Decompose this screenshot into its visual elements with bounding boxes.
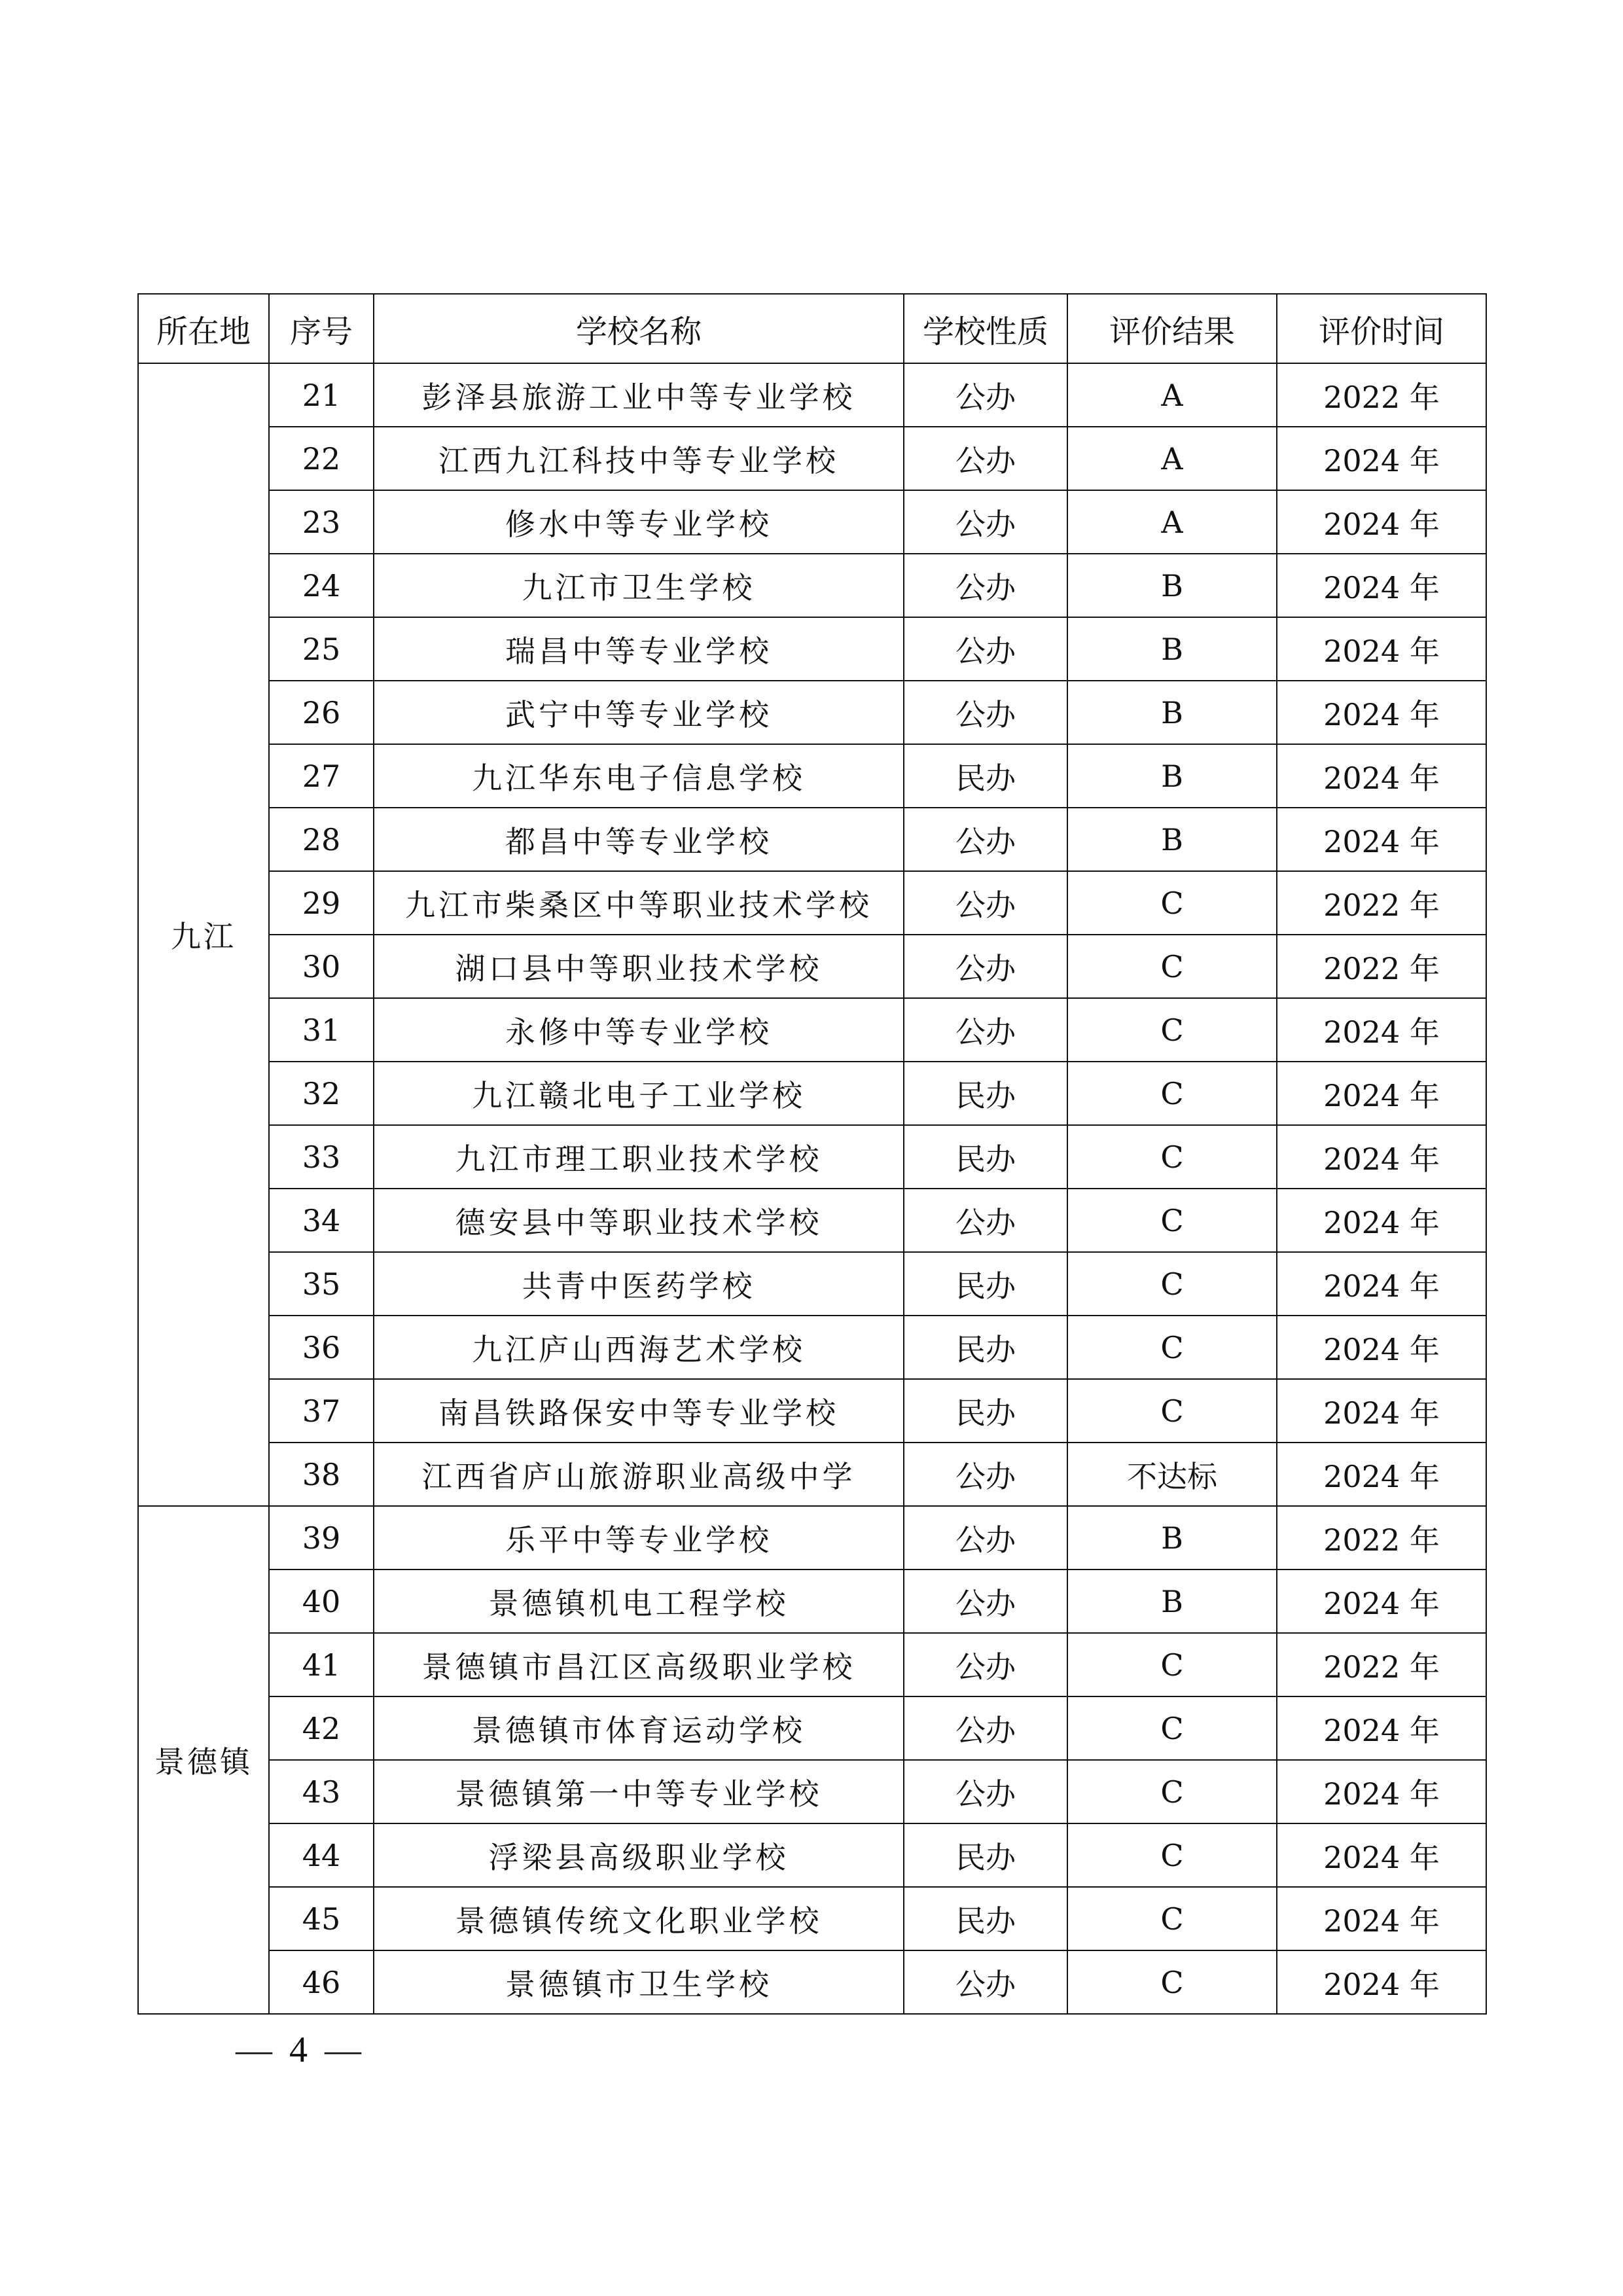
school-name-cell: 九江庐山西海艺术学校 <box>374 1316 904 1379</box>
school-type-cell: 民办 <box>904 1125 1067 1189</box>
index-cell: 32 <box>269 1062 374 1125</box>
school-name-cell: 武宁中等专业学校 <box>374 681 904 744</box>
school-type-cell: 公办 <box>904 1760 1067 1823</box>
evaluation-result-cell: B <box>1067 617 1277 681</box>
evaluation-result-cell: C <box>1067 1379 1277 1443</box>
school-name-cell: 乐平中等专业学校 <box>374 1506 904 1570</box>
evaluation-result-cell: B <box>1067 1506 1277 1570</box>
index-cell: 27 <box>269 744 374 808</box>
table-body <box>138 363 1486 2014</box>
index-cell: 39 <box>269 1506 374 1570</box>
evaluation-year-cell: 2024 年 <box>1277 1696 1486 1760</box>
school-type-cell: 民办 <box>904 1316 1067 1379</box>
school-type-cell: 民办 <box>904 1062 1067 1125</box>
school-name-cell: 景德镇机电工程学校 <box>374 1570 904 1633</box>
header-index: 序号 <box>269 294 374 363</box>
evaluation-year-cell: 2024 年 <box>1277 1189 1486 1252</box>
school-evaluation-table <box>137 293 1487 2015</box>
table-row <box>138 871 1486 935</box>
school-name-cell: 景德镇传统文化职业学校 <box>374 1887 904 1950</box>
school-type-cell: 公办 <box>904 1189 1067 1252</box>
school-name-cell: 南昌铁路保安中等专业学校 <box>374 1379 904 1443</box>
evaluation-year-cell: 2022 年 <box>1277 1633 1486 1696</box>
evaluation-result-cell: A <box>1067 363 1277 427</box>
index-cell: 35 <box>269 1252 374 1316</box>
school-name-cell: 共青中医药学校 <box>374 1252 904 1316</box>
table-row <box>138 1125 1486 1189</box>
school-type-cell: 公办 <box>904 871 1067 935</box>
index-cell: 41 <box>269 1633 374 1696</box>
school-type-cell: 民办 <box>904 744 1067 808</box>
evaluation-result-cell: C <box>1067 1696 1277 1760</box>
evaluation-result-cell: C <box>1067 1760 1277 1823</box>
school-name-cell: 瑞昌中等专业学校 <box>374 617 904 681</box>
evaluation-result-cell: B <box>1067 1570 1277 1633</box>
school-type-cell: 公办 <box>904 490 1067 554</box>
index-cell: 40 <box>269 1570 374 1633</box>
school-type-cell: 公办 <box>904 363 1067 427</box>
school-type-cell: 公办 <box>904 1633 1067 1696</box>
evaluation-year-cell: 2024 年 <box>1277 1887 1486 1950</box>
table-row <box>138 935 1486 998</box>
region-cell: 九江 <box>138 363 269 1506</box>
index-cell: 29 <box>269 871 374 935</box>
school-type-cell: 公办 <box>904 681 1067 744</box>
school-name-cell: 德安县中等职业技术学校 <box>374 1189 904 1252</box>
table-row <box>138 1316 1486 1379</box>
table-row <box>138 1950 1486 2014</box>
evaluation-year-cell: 2024 年 <box>1277 1760 1486 1823</box>
school-name-cell: 景德镇市体育运动学校 <box>374 1696 904 1760</box>
evaluation-year-cell: 2024 年 <box>1277 1379 1486 1443</box>
evaluation-result-cell: B <box>1067 744 1277 808</box>
school-type-cell: 公办 <box>904 935 1067 998</box>
page-number: — 4 — <box>236 2030 365 2070</box>
evaluation-result-cell: C <box>1067 1823 1277 1887</box>
evaluation-year-cell: 2024 年 <box>1277 1443 1486 1506</box>
evaluation-year-cell: 2022 年 <box>1277 935 1486 998</box>
school-name-cell: 景德镇第一中等专业学校 <box>374 1760 904 1823</box>
table-row <box>138 1252 1486 1316</box>
table-row <box>138 998 1486 1062</box>
school-type-cell: 民办 <box>904 1252 1067 1316</box>
table-row <box>138 1189 1486 1252</box>
evaluation-result-cell: A <box>1067 490 1277 554</box>
school-name-cell: 江西九江科技中等专业学校 <box>374 427 904 490</box>
school-name-cell: 九江华东电子信息学校 <box>374 744 904 808</box>
evaluation-result-cell: C <box>1067 1950 1277 2014</box>
table-row <box>138 744 1486 808</box>
evaluation-year-cell: 2024 年 <box>1277 808 1486 871</box>
evaluation-year-cell: 2024 年 <box>1277 1062 1486 1125</box>
school-type-cell: 民办 <box>904 1379 1067 1443</box>
evaluation-result-cell: B <box>1067 681 1277 744</box>
evaluation-result-cell: 不达标 <box>1067 1443 1277 1506</box>
evaluation-year-cell: 2024 年 <box>1277 1823 1486 1887</box>
table-row <box>138 363 1486 427</box>
index-cell: 43 <box>269 1760 374 1823</box>
table-row <box>138 1760 1486 1823</box>
evaluation-result-cell: B <box>1067 808 1277 871</box>
school-name-cell: 都昌中等专业学校 <box>374 808 904 871</box>
evaluation-year-cell: 2024 年 <box>1277 998 1486 1062</box>
index-cell: 36 <box>269 1316 374 1379</box>
school-name-cell: 景德镇市卫生学校 <box>374 1950 904 2014</box>
index-cell: 45 <box>269 1887 374 1950</box>
index-cell: 37 <box>269 1379 374 1443</box>
header-region: 所在地 <box>138 294 269 363</box>
evaluation-year-cell: 2024 年 <box>1277 1950 1486 2014</box>
index-cell: 31 <box>269 998 374 1062</box>
school-name-cell: 彭泽县旅游工业中等专业学校 <box>374 363 904 427</box>
table-row <box>138 1696 1486 1760</box>
header-evaluation-result: 评价结果 <box>1067 294 1277 363</box>
evaluation-year-cell: 2022 年 <box>1277 1506 1486 1570</box>
evaluation-result-cell: C <box>1067 1887 1277 1950</box>
evaluation-year-cell: 2024 年 <box>1277 1316 1486 1379</box>
index-cell: 42 <box>269 1696 374 1760</box>
school-name-cell: 浮梁县高级职业学校 <box>374 1823 904 1887</box>
evaluation-result-cell: C <box>1067 1252 1277 1316</box>
school-type-cell: 民办 <box>904 1823 1067 1887</box>
index-cell: 26 <box>269 681 374 744</box>
table-row <box>138 1379 1486 1443</box>
school-name-cell: 九江市理工职业技术学校 <box>374 1125 904 1189</box>
index-cell: 23 <box>269 490 374 554</box>
evaluation-result-cell: A <box>1067 427 1277 490</box>
school-name-cell: 永修中等专业学校 <box>374 998 904 1062</box>
school-type-cell: 公办 <box>904 808 1067 871</box>
evaluation-year-cell: 2024 年 <box>1277 554 1486 617</box>
index-cell: 30 <box>269 935 374 998</box>
header-school-type: 学校性质 <box>904 294 1067 363</box>
school-type-cell: 公办 <box>904 1443 1067 1506</box>
school-type-cell: 公办 <box>904 1506 1067 1570</box>
evaluation-result-cell: C <box>1067 1189 1277 1252</box>
evaluation-year-cell: 2024 年 <box>1277 681 1486 744</box>
table-row <box>138 1570 1486 1633</box>
school-type-cell: 公办 <box>904 998 1067 1062</box>
evaluation-result-cell: C <box>1067 935 1277 998</box>
school-type-cell: 公办 <box>904 427 1067 490</box>
school-type-cell: 公办 <box>904 617 1067 681</box>
table-row <box>138 490 1486 554</box>
index-cell: 38 <box>269 1443 374 1506</box>
evaluation-year-cell: 2022 年 <box>1277 871 1486 935</box>
school-type-cell: 公办 <box>904 1696 1067 1760</box>
table-row <box>138 681 1486 744</box>
table-row <box>138 1506 1486 1570</box>
school-name-cell: 景德镇市昌江区高级职业学校 <box>374 1633 904 1696</box>
evaluation-year-cell: 2024 年 <box>1277 1570 1486 1633</box>
table-row <box>138 427 1486 490</box>
evaluation-result-cell: C <box>1067 1633 1277 1696</box>
school-type-cell: 公办 <box>904 1950 1067 2014</box>
evaluation-result-cell: C <box>1067 1125 1277 1189</box>
school-name-cell: 湖口县中等职业技术学校 <box>374 935 904 998</box>
school-type-cell: 公办 <box>904 554 1067 617</box>
evaluation-year-cell: 2024 年 <box>1277 427 1486 490</box>
evaluation-year-cell: 2024 年 <box>1277 1252 1486 1316</box>
table-row <box>138 1062 1486 1125</box>
index-cell: 24 <box>269 554 374 617</box>
evaluation-result-cell: C <box>1067 1062 1277 1125</box>
school-name-cell: 江西省庐山旅游职业高级中学 <box>374 1443 904 1506</box>
table-row <box>138 1823 1486 1887</box>
index-cell: 22 <box>269 427 374 490</box>
evaluation-result-cell: C <box>1067 871 1277 935</box>
evaluation-result-cell: C <box>1067 1316 1277 1379</box>
table-row <box>138 808 1486 871</box>
index-cell: 21 <box>269 363 374 427</box>
table-row <box>138 1887 1486 1950</box>
table-row <box>138 617 1486 681</box>
index-cell: 44 <box>269 1823 374 1887</box>
evaluation-year-cell: 2024 年 <box>1277 490 1486 554</box>
school-type-cell: 民办 <box>904 1887 1067 1950</box>
school-name-cell: 九江赣北电子工业学校 <box>374 1062 904 1125</box>
evaluation-result-cell: C <box>1067 998 1277 1062</box>
region-cell: 景德镇 <box>138 1506 269 2014</box>
index-cell: 46 <box>269 1950 374 2014</box>
table-row <box>138 1633 1486 1696</box>
table-header-row <box>138 294 1486 363</box>
index-cell: 25 <box>269 617 374 681</box>
index-cell: 28 <box>269 808 374 871</box>
school-name-cell: 九江市卫生学校 <box>374 554 904 617</box>
header-school-name: 学校名称 <box>374 294 904 363</box>
index-cell: 33 <box>269 1125 374 1189</box>
table-row <box>138 1443 1486 1506</box>
table-row <box>138 554 1486 617</box>
index-cell: 34 <box>269 1189 374 1252</box>
school-name-cell: 修水中等专业学校 <box>374 490 904 554</box>
school-name-cell: 九江市柴桑区中等职业技术学校 <box>374 871 904 935</box>
evaluation-year-cell: 2024 年 <box>1277 617 1486 681</box>
evaluation-year-cell: 2024 年 <box>1277 1125 1486 1189</box>
school-type-cell: 公办 <box>904 1570 1067 1633</box>
evaluation-result-cell: B <box>1067 554 1277 617</box>
evaluation-year-cell: 2022 年 <box>1277 363 1486 427</box>
evaluation-year-cell: 2024 年 <box>1277 744 1486 808</box>
header-evaluation-year: 评价时间 <box>1277 294 1486 363</box>
